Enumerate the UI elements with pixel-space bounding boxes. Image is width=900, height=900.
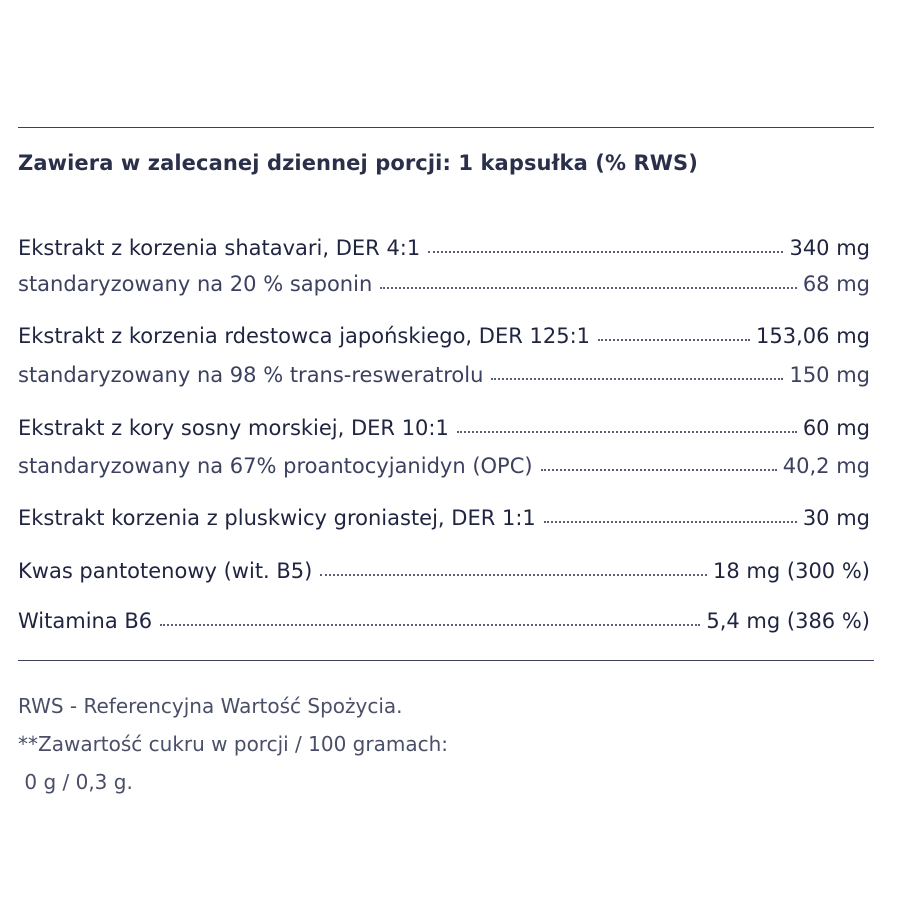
ingredient-name: Ekstrakt z kory sosny morskiej, DER 10:1 (18, 416, 449, 440)
ingredient-name: Witamina B6 (18, 609, 153, 633)
ingredient-subrow (18, 266, 870, 296)
dot-leader (544, 521, 797, 523)
ingredient-subrow (18, 448, 870, 478)
ingredient-row (18, 318, 870, 348)
ingredient-amount: 68 mg (802, 272, 870, 296)
ingredient-row (18, 410, 870, 440)
ingredient-amount: 30 mg (802, 506, 870, 530)
ingredient-row (18, 500, 870, 530)
footnote-sugar: **Zawartość cukru w porcji / 100 gramach: (18, 732, 448, 756)
top-divider (18, 127, 874, 128)
ingredient-amount: 5,4 mg (386 %) (706, 609, 870, 633)
ingredient-amount: 18 mg (300 %) (713, 559, 870, 583)
dot-leader (598, 339, 750, 341)
dot-leader (380, 287, 797, 289)
ingredient-name: Ekstrakt z korzenia shatavari, DER 4:1 (18, 236, 421, 260)
ingredient-amount: 60 mg (802, 416, 870, 440)
ingredient-row (18, 603, 870, 633)
ingredient-subrow (18, 357, 870, 387)
dot-leader (320, 574, 707, 576)
ingredient-name: Ekstrakt z korzenia rdestowca japońskiego, DER 125:1 (18, 324, 591, 348)
ingredient-row (18, 553, 870, 583)
ingredient-name: Ekstrakt korzenia z pluskwicy groniastej, DER 1:1 (18, 506, 536, 530)
ingredient-name: standaryzowany na 98 % trans-resweratrolu (18, 363, 484, 387)
bottom-divider (18, 660, 874, 661)
ingredient-name: Kwas pantotenowy (wit. B5) (18, 559, 313, 583)
dot-leader (491, 378, 783, 380)
ingredient-amount: 150 mg (789, 363, 870, 387)
footnote-sugar-values: 0 g / 0,3 g. (18, 770, 133, 794)
dot-leader (428, 251, 783, 253)
ingredient-amount: 40,2 mg (782, 454, 870, 478)
ingredient-name: standaryzowany na 67% proantocyjanidyn (OPC) (18, 454, 533, 478)
footnote-rws: RWS - Referencyjna Wartość Spożycia. (18, 694, 403, 718)
ingredient-amount: 153,06 mg (756, 324, 870, 348)
dot-leader (541, 469, 777, 471)
ingredient-name: standaryzowany na 20 % saponin (18, 272, 373, 296)
dot-leader (160, 624, 700, 626)
dot-leader (457, 431, 797, 433)
serving-heading: Zawiera w zalecanej dziennej porcji: 1 kapsułka (% RWS) (18, 151, 698, 175)
ingredient-row (18, 230, 870, 260)
ingredient-amount: 340 mg (789, 236, 870, 260)
